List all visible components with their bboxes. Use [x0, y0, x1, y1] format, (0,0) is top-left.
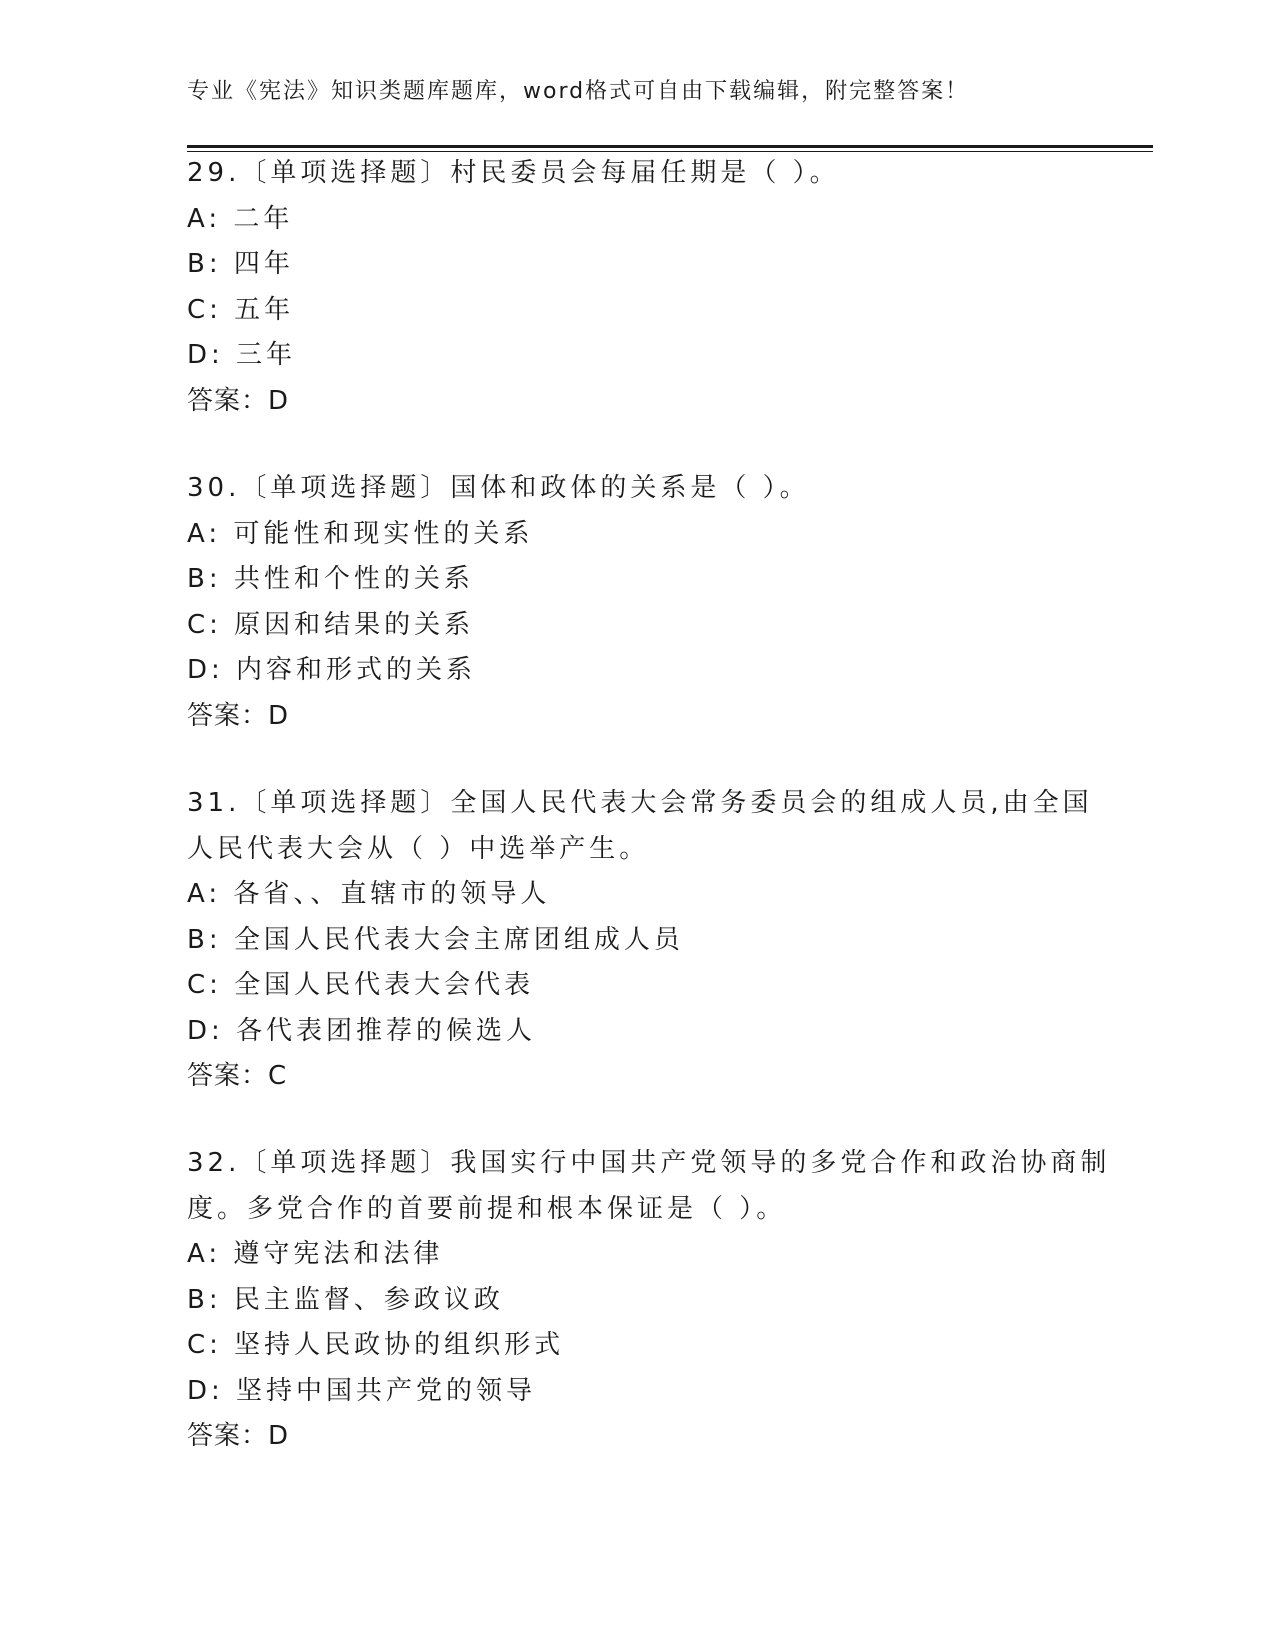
option-c: C: 坚持人民政协的组织形式: [187, 1330, 565, 1360]
option-a: A: 二年: [187, 203, 294, 234]
question-32: [187, 1141, 1111, 1460]
question-30: [187, 466, 1087, 739]
option-c: C: 全国人民代表大会代表: [187, 970, 535, 1000]
option-c: C: 原因和结果的关系: [187, 609, 475, 640]
option-d: D: 各代表团推荐的候选人: [187, 1015, 537, 1046]
header-rule-thick: [187, 145, 1153, 148]
option-b: B: 民主监督、参政议政: [187, 1284, 504, 1315]
question-29: [187, 151, 1087, 424]
question-stem-line-2: 度。多党合作的首要前提和根本保证是（ ）。: [187, 1193, 787, 1224]
question-stem-line-2: 人民代表大会从（ ）中选举产生。: [187, 833, 650, 864]
question-stem: 29.〔单项选择题〕村民委员会每届任期是（ ）。: [187, 158, 840, 188]
option-b: B: 四年: [187, 249, 294, 279]
option-a: A: 遵守宪法和法律: [187, 1239, 444, 1269]
option-b: B: 共性和个性的关系: [187, 564, 474, 594]
option-c: C: 五年: [187, 294, 295, 325]
answer: 答案：D: [187, 700, 290, 731]
question-31: [187, 781, 1093, 1100]
question-stem-line-1: 32.〔单项选择题〕我国实行中国共产党领导的多党合作和政治协商制: [187, 1148, 1111, 1178]
answer: 答案：D: [187, 385, 290, 416]
option-a: A: 各省、、直辖市的领导人: [187, 879, 551, 909]
option-a: A: 可能性和现实性的关系: [187, 518, 534, 549]
option-d: D: 内容和形式的关系: [187, 655, 477, 685]
option-d: D: 坚持中国共产党的领导: [187, 1375, 537, 1406]
question-stem: 30.〔单项选择题〕国体和政体的关系是（ ）。: [187, 473, 810, 503]
page-header: 专业《宪法》知识类题库题库，word格式可自由下载编辑，附完整答案！: [187, 79, 970, 104]
answer: 答案：C: [187, 1061, 288, 1091]
question-stem-line-1: 31.〔单项选择题〕全国人民代表大会常务委员会的组成人员,由全国: [187, 788, 1093, 818]
answer: 答案：D: [187, 1421, 290, 1451]
option-d: D: 三年: [187, 340, 297, 370]
option-b: B: 全国人民代表大会主席团组成人员: [187, 924, 684, 955]
